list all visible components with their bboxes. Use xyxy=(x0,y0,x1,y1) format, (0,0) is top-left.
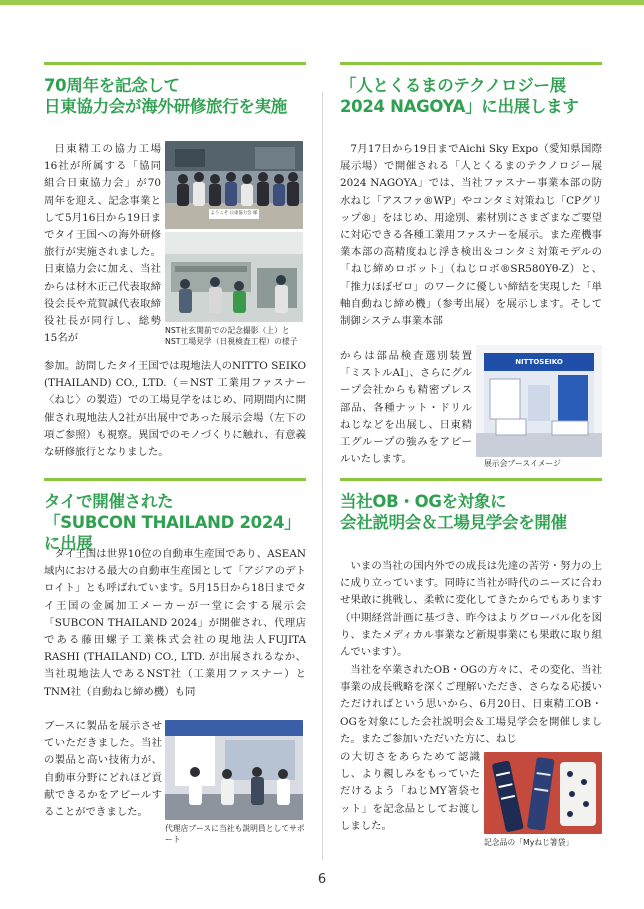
photo-caption: NST社玄関前での記念撮影（上）とNST工場見学（日視検査工程）の様子 xyxy=(165,326,298,346)
title-line-2: 「SUBCON THAILAND 2024」に出展 xyxy=(44,513,301,553)
article-body-paragraph-1: いまの当社の国内外での成長は先達の苦労・努力の上に成り立っています。同時に当社が時代のニーズに合わせ果敢に挑戦し、柔軟に変化してきたからでもあります（中期経営計画に基づき、昨今はよりグローバル化を図り、またメディカル事業など新規事業にも果敢に取り組んでいます）。 xyxy=(340,560,602,659)
section-rule xyxy=(44,62,306,65)
section-rule xyxy=(44,478,306,481)
column-divider xyxy=(322,92,323,860)
subcon-booth-photo xyxy=(165,720,303,820)
title-line-2: 2024 NAGOYA」に出展します xyxy=(340,97,579,116)
title-line-1: 「人とくるまのテクノロジー展 xyxy=(340,76,566,95)
article-body-top: 日東精工の協力工場16社が所属する「協同組合日東協力会」が70周年を迎え、記念事業として5月16日から19日までタイ王国への海外研修旅行が実施されました。日東協力会に加え、当社からは材木正己代表取締役会長や荒賀誠代表取締役社長が同行し、総勢15名が xyxy=(44,143,161,345)
top-accent-bar xyxy=(0,0,644,5)
souvenir-caption: 記念品の「Myねじ箸袋」 xyxy=(484,838,574,847)
article-body-top: 7月17日から19日までAichi Sky Expo（愛知県国際展示場）で開催される「人とくるまのテクノロジー展 2024 NAGOYA」では、当社ファスナー事業本部の防水ねじ「アスファ®WP」やコンタミ対策ねじ「CPグリップ®」をはじめ、用途別、素材別にさまざまなご要望に対応できる各種工業用ファスナーを展示。また産機事業本部の高精度ねじ浮き検出＆コンタミ対策モデルの「ねじ締めロボット」（ねじロボ®SR580Yθ-Z）と、「推力ほぼゼロ」のワークに優しい締結を実現した「単軸自動ねじ締め機」（参考出展）を展示します。そして制御システム事業本部 xyxy=(340,143,602,328)
page-number: 6 xyxy=(317,872,327,887)
article-body-paragraph-3: の大切さをあらためて認識し、より親しみをもっていただけるよう「ねじMY箸袋セット」を記念品としてお渡ししました。 xyxy=(340,751,480,832)
article-subcon-thailand xyxy=(44,478,306,554)
factory-tour-photo xyxy=(165,232,303,322)
article-title xyxy=(340,75,602,117)
title-line-2: 会社説明会＆工場見学会を開催 xyxy=(340,513,567,532)
title-line-1: 当社OB・OGを対象に xyxy=(340,492,507,511)
article-body-bottom: ブースに製品を展示させていただきました。当社の製品と高い技術力が、自動車分野にどれほど貢献できるかをアピールすることができました。 xyxy=(44,720,162,819)
group-photo xyxy=(165,141,303,229)
article-body-top: タイ王国は世界10位の自動車生産国であり、ASEAN域内における最大の自動車生産国として「アジアのデトロイト」とも呼ばれています。5月15日から18日までタイ王国の金属加工メーカーが一堂に会する展示会「SUBCON THAILAND 2024」が開催され、代理店である藤田螺子工業株式会社の現地法人FUJITA RASHI (THAILAND) CO., LTD. が出展されるなか、当社現地法人であるNST社（工業用ファスナー）とTNM社（自動ねじ締め機）も同 xyxy=(44,548,306,698)
article-body-bottom: 参加。訪問したタイ王国では現地法人のNITTO SEIKO (THAILAND) CO., LTD.（＝NST 工業用ファスナー〈ねじ〉の製造）での工場見学をはじめ、同期間内に開催され現地法人2社が出展中であった展示会場（左下の項ご参照）も視察。異国でのモノづくりに触れ、有意義な研修旅行となりました。 xyxy=(44,360,306,459)
chopstick-bag-photo xyxy=(484,752,602,834)
title-line-2: 日東協力会が海外研修旅行を実施 xyxy=(44,97,288,116)
welcome-banner: ようこそ 日東協力会 様 xyxy=(210,211,258,216)
section-rule xyxy=(340,62,602,65)
subcon-caption: 代理店ブースに当社も説明員としてサポート xyxy=(165,824,305,844)
booth-image xyxy=(476,345,602,457)
article-nitto-kyoryokukai xyxy=(44,62,306,117)
article-title xyxy=(44,491,306,554)
booth-sign: NITTOSEIKO xyxy=(515,358,563,366)
article-title xyxy=(44,75,306,117)
article-tech-expo xyxy=(340,62,602,117)
article-title xyxy=(340,491,602,533)
article-body-bottom: からは部品検査選別装置「ミストルAI」、さらにグループ会社からも精密プレス部品、各種ナット・ドリルねじなどを出展し、日東精工グループの強みをアピールいたします。 xyxy=(340,350,472,466)
section-rule xyxy=(340,478,602,481)
article-body-paragraph-2: 当社を卒業されたOB・OGの方々に、その変化、当社事業の成長戦略を深くご理解いただき、さらなる応援いただければという思いから、6月20日、日東精工OB・OGを対象にした会社説明会＆工場見学会を開催しました。またご参加いただいた方に、ねじ xyxy=(340,664,602,745)
booth-caption: 展示会ブースイメージ xyxy=(484,459,561,468)
title-line-1: タイで開催された xyxy=(44,492,174,511)
title-line-1: 70周年を記念して xyxy=(44,76,180,95)
article-obog-event xyxy=(340,478,602,533)
